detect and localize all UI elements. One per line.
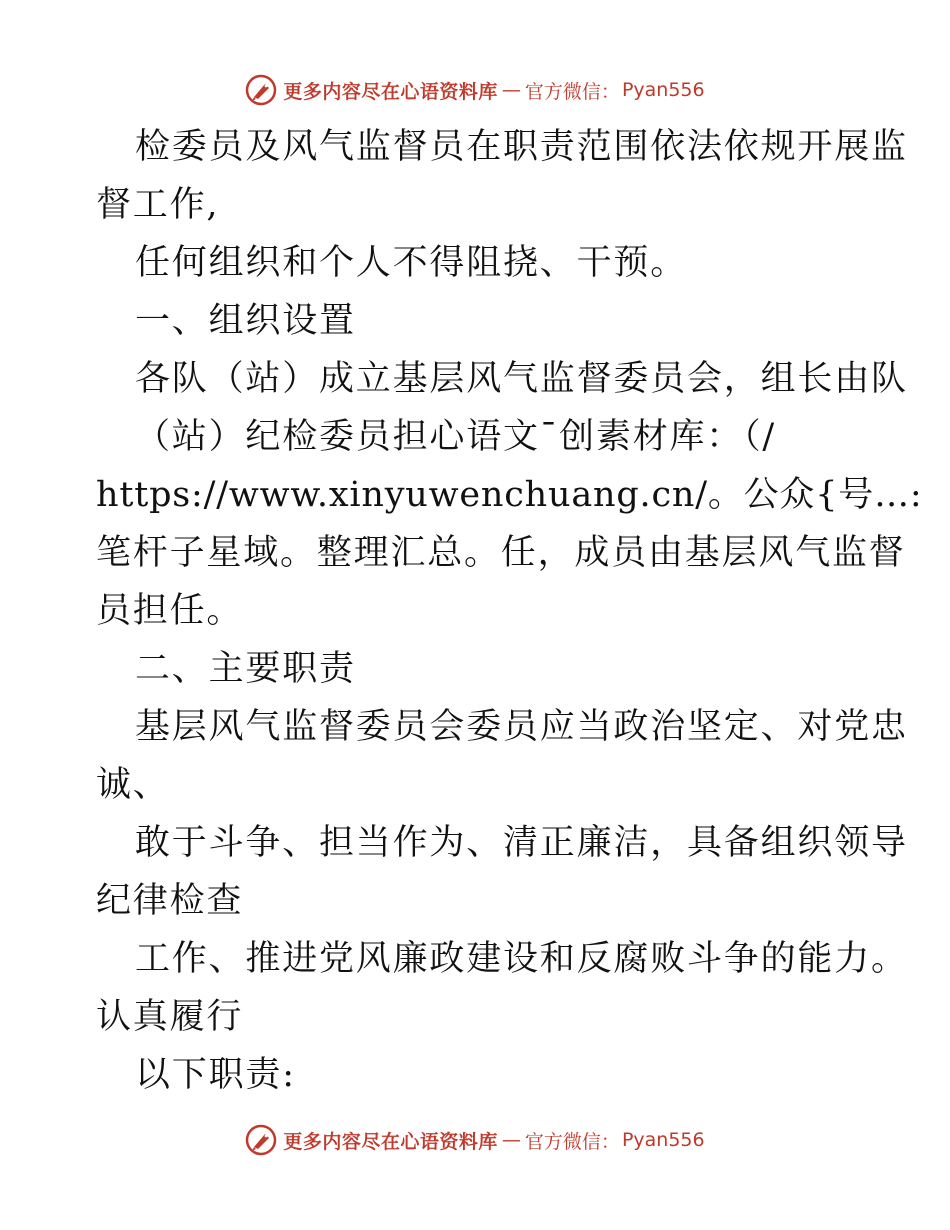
document-body bbox=[96, 118, 923, 1104]
watermark-main-text: 更多内容尽在心语资料库 bbox=[283, 80, 498, 103]
text-line: 纪律检查 bbox=[96, 881, 244, 921]
text-line: 以下职责: bbox=[135, 1055, 296, 1095]
text-line: 基层风气监督委员会委员应当政治坚定、对党忠 bbox=[135, 707, 908, 747]
watermark-main-text: 更多内容尽在心语资料库 bbox=[283, 1130, 498, 1153]
watermark-sub-text: 官方微信： bbox=[524, 1130, 620, 1153]
footer-watermark bbox=[0, 1120, 950, 1160]
text-line-url: https://www.xinyuwenchuang.cn/。公众{号…: bbox=[96, 475, 923, 515]
text-line: 笔杆子星域。整理汇总。任，成员由基层风气监督 bbox=[96, 533, 906, 573]
text-line: 工作、推进党风廉政建设和反腐败斗争的能力。 bbox=[135, 939, 908, 979]
header-watermark bbox=[0, 70, 950, 110]
text-line: 任何组织和个人不得阻挠、干预。 bbox=[135, 243, 688, 283]
watermark-dash: — bbox=[501, 79, 521, 101]
text-line: 敢于斗争、担当作为、清正廉洁，具备组织领导 bbox=[135, 823, 908, 863]
watermark-sub-text: 官方微信： bbox=[524, 80, 620, 103]
text-line: 各队（站）成立基层风气监督委员会，组长由队 bbox=[135, 359, 908, 399]
pen-nib-logo-icon bbox=[245, 74, 277, 106]
text-line: 检委员及风气监督员在职责范围依法依规开展监 bbox=[135, 127, 908, 167]
watermark-wechat-id: Pyan556 bbox=[621, 79, 705, 101]
text-line: 诚、 bbox=[96, 765, 170, 805]
text-line: 督工作, bbox=[96, 185, 220, 225]
text-line: 认真履行 bbox=[96, 997, 244, 1037]
pen-nib-logo-icon bbox=[245, 1124, 277, 1156]
section-heading: 一、组织设置 bbox=[135, 301, 356, 341]
watermark-wechat-id: Pyan556 bbox=[621, 1129, 705, 1151]
text-line: （站）纪检委员担心语文¯创素材库：（/ bbox=[135, 417, 776, 457]
text-line: 员担任。 bbox=[96, 591, 244, 631]
watermark-dash: — bbox=[501, 1129, 521, 1151]
section-heading: 二、主要职责 bbox=[135, 649, 356, 689]
